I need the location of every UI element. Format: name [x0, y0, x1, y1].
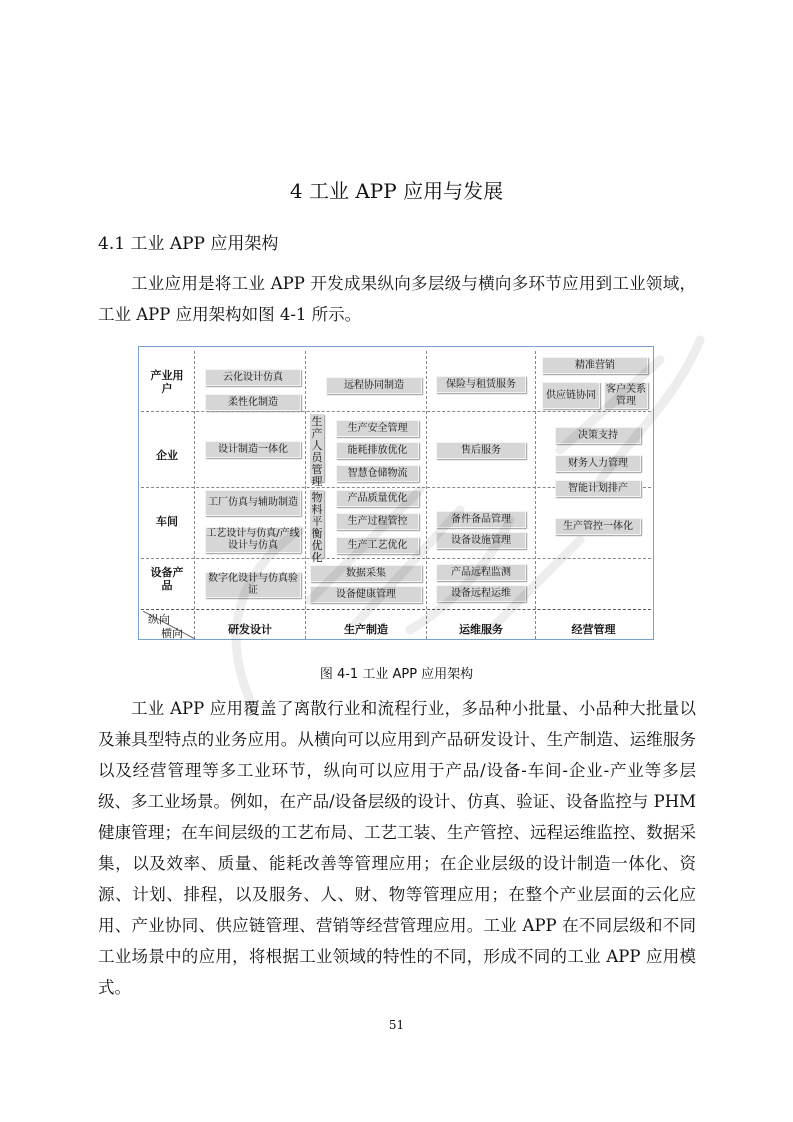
- box-energy-opt: 能耗排放优化: [336, 442, 419, 459]
- box-safety-mgmt: 生产安全管理: [336, 420, 419, 437]
- box-crm: 客户关系管理: [604, 382, 648, 409]
- box-device-health: 设备健康管理: [310, 586, 422, 603]
- grid-divider: [141, 411, 651, 412]
- box-prod-control-integration: 生产管控一体化: [555, 518, 641, 535]
- row-label-workshop: 车间: [156, 515, 178, 528]
- chapter-title: 4 工业 APP 应用与发展: [289, 179, 504, 203]
- intro-paragraph: 工业应用是将工业 APP 开发成果纵向多层级与横向多环节应用到工业领域，工业 APP 应用架构如图 4-1 所示。: [98, 274, 696, 324]
- section-title: 4.1 工业 APP 应用架构: [98, 234, 279, 254]
- column-label-rd: 研发设计: [228, 623, 272, 636]
- column-label-production: 生产制造: [344, 623, 388, 636]
- grid-divider: [194, 351, 195, 639]
- box-craft-opt: 生产工艺优化: [336, 537, 419, 554]
- box-insurance-lease: 保险与租赁服务: [436, 376, 526, 393]
- box-remote-ops: 设备远程运维: [436, 585, 526, 602]
- column-label-management: 经营管理: [571, 623, 616, 636]
- box-spare-parts: 备件备品管理: [436, 511, 526, 528]
- box-design-mfg-integration: 设计制造一体化: [205, 441, 301, 458]
- row-label-device: 设备产品: [150, 566, 184, 592]
- box-material-balance: 物料平衡优化: [311, 491, 323, 564]
- axis-vertical-label: 纵向: [148, 613, 170, 626]
- box-facility-mgmt: 设备设施管理: [436, 532, 526, 549]
- box-factory-sim: 工厂仿真与辅助制造: [205, 490, 301, 516]
- grid-divider: [305, 351, 306, 639]
- grid-divider: [426, 351, 427, 639]
- box-smart-storage: 智慧仓储物流: [336, 465, 419, 482]
- box-digital-design: 数字化设计与仿真验证: [205, 572, 301, 598]
- box-process-control: 生产过程管控: [336, 513, 419, 530]
- box-cloud-sim: 云化设计仿真: [205, 369, 301, 386]
- box-after-sales: 售后服务: [436, 442, 526, 459]
- axis-horizontal-label: 横向: [161, 627, 183, 640]
- box-decision: 决策支持: [555, 427, 641, 444]
- box-remote-collab: 远程协同制造: [326, 377, 422, 394]
- architecture-diagram: [138, 346, 654, 640]
- box-finance-hr: 财务人力管理: [555, 455, 641, 472]
- row-label-industry: 产业用户: [150, 369, 184, 395]
- grid-divider: [141, 609, 651, 610]
- column-label-ops: 运维服务: [459, 623, 503, 636]
- box-smart-plan: 智能计划排产: [555, 480, 641, 497]
- box-data-collect: 数据采集: [310, 565, 422, 582]
- box-quality-opt: 产品质量优化: [336, 490, 419, 507]
- box-remote-monitor: 产品远程监测: [436, 564, 526, 581]
- row-label-enterprise: 企业: [156, 449, 178, 462]
- box-supply-chain: 供应链协同: [542, 382, 600, 409]
- page-number: 51: [388, 1018, 405, 1032]
- box-process-design: 工艺设计与仿真/产线设计与仿真: [206, 528, 300, 551]
- body-paragraph: 工业 APP 应用覆盖了离散行业和流程行业，多品种小批量、小品种大批量以及兼具型特点的业务应用。从横向可以应用到产品研发设计、生产制造、运维服务以及经营管理等多工业环节，纵向可以应用于产品/设备-车间-企业-产业等多层级、多工业场景。例如，在产品/设备层级的设计、仿真、验证、设备监控与 PHM 健康管理；在车间层级的工艺布局、工艺工装、生产管控、远程运维监控、数据采集，以及效率、质量、能耗改善等管理应用；在企业层级的设计制造一体化、资源、计划、排程，以及服务、人、财、物等管理应用；在整个产业层面的云化应用、产业协同、供应链管理、营销等经营管理应用。工业 APP 在不同层级和不同工业场景中的应用，将根据工业领域的特性的不同，形成不同的工业 APP 应用模式。: [98, 699, 696, 997]
- grid-divider: [141, 558, 651, 559]
- grid-divider: [535, 351, 536, 639]
- box-personnel-mgmt: 生产人员管理: [311, 415, 323, 488]
- figure-caption: 图 4-1 工业 APP 应用架构: [319, 667, 474, 682]
- box-precision-marketing: 精准营销: [542, 357, 648, 374]
- box-flex-mfg: 柔性化制造: [205, 394, 301, 411]
